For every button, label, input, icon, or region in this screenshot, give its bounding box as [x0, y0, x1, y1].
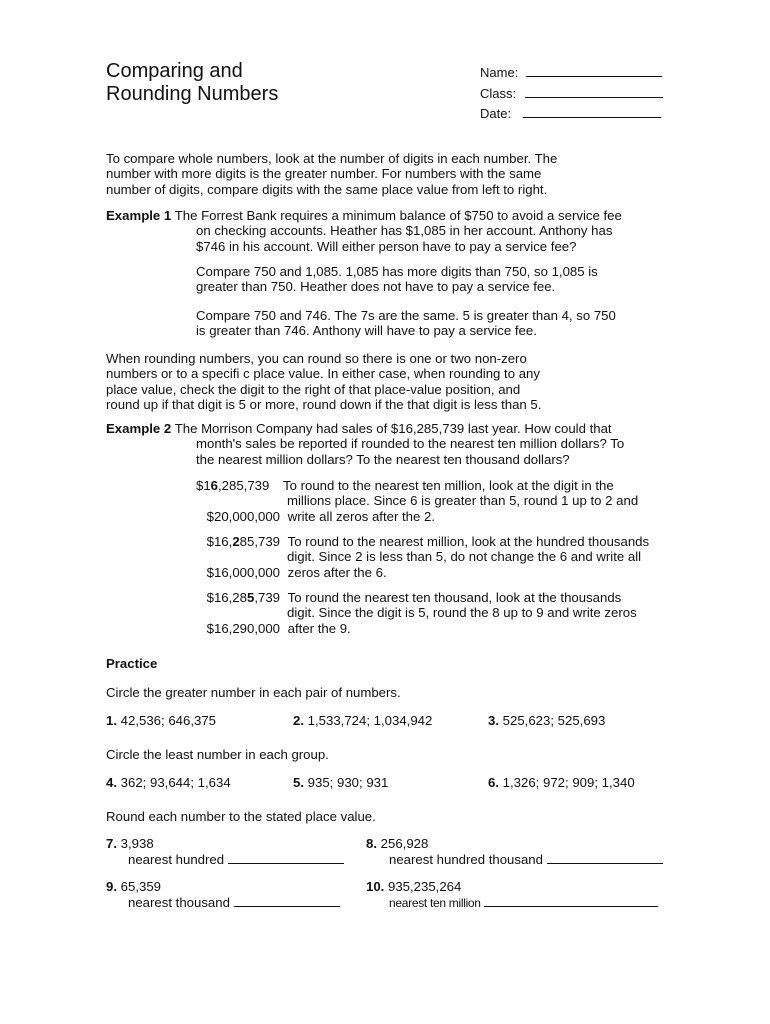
work-step-3	[196, 590, 666, 636]
question-8-place: nearest hundred thousand	[389, 852, 543, 868]
question-7-place: nearest hundred	[128, 852, 225, 868]
example1-step-line: greater than 750. Heather does not have to pay a service fee.	[196, 279, 556, 295]
class-label: Class:	[480, 86, 517, 101]
question-9: 9. 65,359 nearest thousand	[106, 879, 340, 911]
work-explanation: digit. Since 2 is less than 5, do not change the 6 and write all	[287, 549, 642, 565]
example2-line: the nearest million dollars? To the nearest ten thousand dollars?	[196, 451, 570, 467]
question-9-answer-blank[interactable]	[234, 894, 340, 907]
work-result: $16,000,000	[206, 564, 280, 580]
question-1-text[interactable]: 42,536; 646,375	[120, 713, 217, 728]
work-number: $16,285,739	[206, 590, 280, 605]
question-7: 7. 3,938 nearest hundred	[106, 836, 344, 868]
work-step-1	[196, 478, 666, 524]
example2-first-line	[106, 421, 664, 436]
highlight-digit: 6	[210, 478, 219, 493]
question-7-value: 3,938	[120, 836, 154, 851]
rounding-line: place value, check the digit to the right of that place-value position, and	[106, 381, 521, 397]
example1-line: $746 in his account. Will either person have to pay a service fee?	[196, 238, 577, 254]
question-10-value: 935,235,264	[388, 879, 462, 894]
question-3: 3. 525,623; 525,693	[488, 713, 606, 728]
question-4-text[interactable]: 362; 93,644; 1,634	[120, 775, 231, 790]
practice-instruction-2: Circle the least number in each group.	[106, 747, 329, 762]
example1-first-line	[106, 208, 666, 223]
class-field[interactable]	[480, 85, 663, 102]
work-result: $16,290,000	[206, 620, 280, 636]
example1-step-line: is greater than 746. Anthony will have to pay a service fee.	[196, 323, 537, 339]
question-9-value: 65,359	[120, 879, 162, 894]
question-4: 4. 362; 93,644; 1,634	[106, 775, 231, 790]
example1-line: on checking accounts. Heather has $1,085 in her account. Anthony has	[196, 223, 613, 239]
practice-instruction-1: Circle the greater number in each pair of numbers.	[106, 685, 401, 700]
example1-text: The Forrest Bank requires a minimum balance of $750 to avoid a service fee	[174, 208, 622, 223]
rounding-line: round up if that digit is 5 or more, round down if the that digit is less than 5.	[106, 397, 542, 413]
example2-label: Example 2	[106, 421, 172, 436]
question-10-place: nearest ten million	[389, 896, 481, 911]
date-field[interactable]	[480, 105, 661, 122]
question-6-text[interactable]: 1,326; 972; 909; 1,340	[502, 775, 635, 790]
work-step-2	[196, 534, 666, 580]
highlight-digit: 5	[246, 590, 255, 605]
question-2-text[interactable]: 1,533,724; 1,034,942	[307, 713, 433, 728]
example1-step2	[196, 308, 666, 339]
example2-text: The Morrison Company had sales of $16,285,739 last year. How could that	[174, 421, 612, 436]
work-explanation: zeros after the 6.	[287, 564, 387, 580]
intro-paragraph	[106, 151, 586, 197]
question-8: 8. 256,928 nearest hundred thousand	[366, 836, 663, 868]
question-10-answer-blank[interactable]	[484, 894, 658, 907]
example2-line: month's sales be reported if rounded to the nearest ten million dollars? To	[196, 436, 625, 452]
example1-step-line: Compare 750 and 746. The 7s are the same. 5 is greater than 4, so 750	[196, 308, 616, 323]
name-blank[interactable]	[526, 64, 662, 77]
question-5: 5. 935; 930; 931	[293, 775, 389, 790]
rounding-paragraph	[106, 351, 586, 413]
work-number: $16,285,739	[196, 478, 270, 493]
question-2: 2. 1,533,724; 1,034,942	[293, 713, 433, 728]
title-line-1: Comparing and	[106, 60, 243, 82]
question-10: 10. 935,235,264 nearest ten million	[366, 879, 658, 912]
rounding-line: numbers or to a specifi c place value. In either case, when rounding to any	[106, 366, 540, 382]
work-explanation: millions place. Since 6 is greater than 5, round 1 up to 2 and	[287, 493, 639, 509]
date-blank[interactable]	[523, 105, 661, 118]
name-label: Name:	[480, 65, 519, 80]
date-label: Date:	[480, 106, 512, 121]
page-title	[106, 60, 278, 106]
work-explanation: To round the nearest ten thousand, look at the thousands	[287, 590, 622, 605]
class-blank[interactable]	[525, 85, 663, 98]
rounding-line: When rounding numbers, you can round so there is one or two non-zero	[106, 351, 527, 366]
question-5-text[interactable]: 935; 930; 931	[307, 775, 389, 790]
highlight-digit: 2	[232, 534, 240, 549]
work-explanation: To round to the nearest ten million, look at the digit in the	[283, 478, 614, 493]
question-7-answer-blank[interactable]	[228, 851, 344, 864]
question-6: 6. 1,326; 972; 909; 1,340	[488, 775, 635, 790]
question-1: 1. 42,536; 646,375	[106, 713, 217, 728]
intro-line: To compare whole numbers, look at the number of digits in each number. The	[106, 151, 558, 166]
example2-problem	[196, 436, 664, 467]
work-explanation: after the 9.	[287, 620, 351, 636]
work-explanation: To round to the nearest million, look at the hundred thousands	[287, 534, 650, 549]
example1-step-line: Compare 750 and 1,085. 1,085 has more digits than 750, so 1,085 is	[196, 264, 598, 279]
question-8-value: 256,928	[380, 836, 429, 851]
work-result: $20,000,000	[206, 508, 280, 524]
work-explanation: digit. Since the digit is 5, round the 8 up to 9 and write zeros	[287, 605, 637, 621]
work-explanation: write all zeros after the 2.	[287, 508, 435, 524]
work-number: $16,285,739	[206, 534, 280, 549]
intro-line: number of digits, compare digits with the same place value from left to right.	[106, 181, 548, 197]
question-3-text[interactable]: 525,623; 525,693	[502, 713, 606, 728]
example1-label: Example 1	[106, 208, 172, 223]
name-field[interactable]	[480, 64, 662, 81]
practice-instruction-3: Round each number to the stated place value.	[106, 809, 376, 824]
question-9-place: nearest thousand	[128, 895, 230, 911]
question-8-answer-blank[interactable]	[547, 851, 663, 864]
example1-step1	[196, 264, 666, 295]
practice-heading: Practice	[106, 656, 158, 671]
intro-line: number with more digits is the greater number. For numbers with the same	[106, 166, 542, 182]
example1-problem	[196, 223, 666, 254]
title-line-2: Rounding Numbers	[106, 83, 279, 105]
